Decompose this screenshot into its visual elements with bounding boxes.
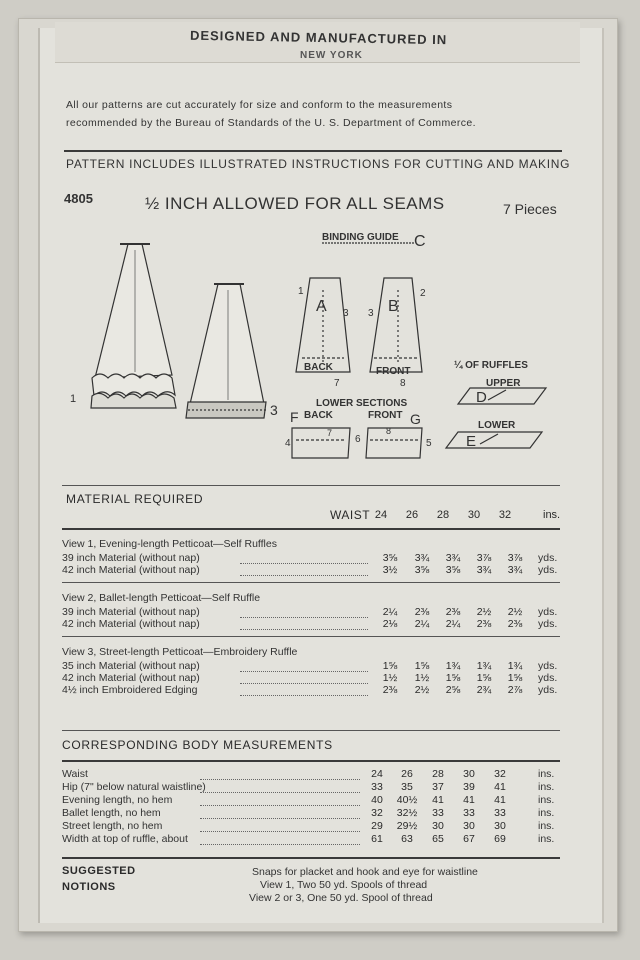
material-value: 1⅝ — [476, 672, 492, 684]
piece-d — [458, 388, 546, 404]
material-value: 1½ — [382, 672, 398, 684]
material-title: MATERIAL REQUIRED — [66, 492, 204, 506]
material-value: 3⅞ — [507, 552, 523, 564]
d-letter: D — [476, 389, 487, 406]
material-value: 3½ — [382, 564, 398, 576]
material-value: 1¾ — [507, 660, 523, 672]
material-unit: yds. — [538, 660, 558, 672]
material-row-label: 39 inch Material (without nap) — [62, 552, 200, 564]
body-value: 30 — [463, 820, 475, 832]
size-header: 26 — [405, 509, 419, 521]
pieces-count: 7 Pieces — [503, 201, 557, 217]
binding-guide: BINDING GUIDE — [322, 232, 399, 243]
f-letter: F — [290, 409, 299, 425]
notch-4: 4 — [285, 438, 291, 449]
material-unit: yds. — [538, 672, 558, 684]
pattern-includes: PATTERN INCLUDES ILLUSTRATED INSTRUCTIONS FOR CUTTING AND MAKING — [66, 157, 571, 171]
group-title: View 3, Street-length Petticoat—Embroidery Ruffle — [62, 646, 298, 658]
group-title: View 1, Evening-length Petticoat—Self Ruffles — [62, 538, 277, 550]
back2-label: BACK — [304, 410, 333, 421]
body-value: 41 — [463, 794, 475, 806]
notions-title1: SUGGESTED — [62, 865, 136, 877]
body-value: 63 — [401, 833, 413, 845]
body-row-label: Waist — [62, 768, 88, 780]
material-unit: yds. — [538, 552, 558, 564]
leader-dots — [200, 779, 360, 780]
leader-dots — [200, 805, 360, 806]
body-value: 33 — [371, 781, 383, 793]
body-value: 41 — [432, 794, 444, 806]
body-row-label: Evening length, no hem — [62, 794, 173, 806]
body-unit: ins. — [538, 833, 555, 845]
body-rule — [62, 760, 560, 762]
material-value: 1¾ — [476, 660, 492, 672]
material-value: 3⅝ — [445, 564, 461, 576]
body-value: 29 — [371, 820, 383, 832]
lower-sections: LOWER SECTIONS — [316, 398, 408, 409]
body-value: 26 — [401, 768, 413, 780]
body-value: 24 — [371, 768, 383, 780]
body-value: 61 — [371, 833, 383, 845]
leader-dots — [240, 671, 368, 672]
material-value: 3⅞ — [476, 552, 492, 564]
body-unit: ins. — [538, 820, 555, 832]
leader-dots — [240, 617, 368, 618]
e-letter: E — [466, 433, 477, 450]
leader-dots — [240, 629, 368, 630]
material-value: 2⅞ — [507, 684, 523, 696]
size-header: 30 — [467, 509, 481, 521]
material-unit: yds. — [538, 618, 558, 630]
material-row-label: 42 inch Material (without nap) — [62, 672, 200, 684]
body-title: CORRESPONDING BODY MEASUREMENTS — [62, 738, 333, 752]
notch-3a: 3 — [343, 308, 349, 319]
body-row-label: Street length, no hem — [62, 820, 163, 832]
material-rule — [62, 528, 560, 530]
notch-7b: 7 — [327, 428, 333, 438]
material-value: 3¾ — [445, 552, 461, 564]
body-value: 39 — [463, 781, 475, 793]
body-value: 29½ — [396, 820, 418, 832]
material-value: 2⅜ — [414, 606, 430, 618]
front-label: FRONT — [376, 366, 411, 377]
notions-line2: View 1, Two 50 yd. Spools of thread — [260, 879, 428, 891]
material-row-label: 42 inch Material (without nap) — [62, 618, 200, 630]
leader-dots — [200, 831, 360, 832]
material-value: 3¾ — [414, 552, 430, 564]
material-value: 2⅜ — [445, 606, 461, 618]
body-value: 32 — [371, 807, 383, 819]
body-value: 41 — [494, 781, 506, 793]
material-value: 2½ — [507, 606, 523, 618]
material-value: 2⅜ — [507, 618, 523, 630]
body-row-label: Ballet length, no hem — [62, 807, 161, 819]
material-value: 1⅝ — [507, 672, 523, 684]
header-para2: recommended by the Bureau of Standards of the U. S. Department of Commerce. — [66, 117, 476, 129]
material-unit: yds. — [538, 606, 558, 618]
leader-dots — [240, 683, 368, 684]
size-header: 24 — [374, 509, 388, 521]
material-value: 1⅝ — [382, 660, 398, 672]
material-value: 1⅝ — [414, 660, 430, 672]
notch-6: 6 — [355, 434, 361, 445]
body-unit: ins. — [538, 768, 555, 780]
body-value: 28 — [432, 768, 444, 780]
notions-title2: NOTIONS — [62, 881, 116, 893]
body-value: 65 — [432, 833, 444, 845]
material-top-rule — [62, 485, 560, 486]
body-value: 30 — [432, 820, 444, 832]
material-value: 1⅝ — [445, 672, 461, 684]
view1-skirt — [95, 244, 172, 378]
body-value: 33 — [432, 807, 444, 819]
piece-e — [446, 432, 542, 448]
header-line1: DESIGNED AND MANUFACTURED IN — [189, 27, 448, 48]
material-value: 2¼ — [382, 606, 398, 618]
leader-dots — [200, 844, 360, 845]
material-row-label: 39 inch Material (without nap) — [62, 606, 200, 618]
size-unit: ins. — [543, 509, 561, 521]
material-value: 2⅛ — [382, 618, 398, 630]
waist-label: WAIST — [330, 508, 371, 522]
view3-number: 3 — [270, 402, 278, 418]
body-value: 67 — [463, 833, 475, 845]
binding-letter: C — [414, 233, 426, 250]
lower-label: LOWER — [478, 420, 516, 431]
material-unit: yds. — [538, 684, 558, 696]
view1-number: 1 — [70, 393, 77, 405]
body-value: 41 — [494, 794, 506, 806]
leader-dots — [240, 695, 368, 696]
material-value: 3⅝ — [414, 564, 430, 576]
material-value: 2½ — [414, 684, 430, 696]
header-line2: NEW YORK — [300, 50, 363, 61]
notch-1: 1 — [298, 286, 304, 297]
size-header: 32 — [498, 509, 512, 521]
notch-3b: 3 — [368, 308, 374, 319]
body-row-label: Width at top of ruffle, about — [62, 833, 188, 845]
material-unit: yds. — [538, 564, 558, 576]
piece-g — [366, 428, 422, 458]
material-value: 2¾ — [476, 684, 492, 696]
leader-dots — [200, 818, 360, 819]
group-rule — [62, 582, 560, 583]
piece-f — [292, 428, 350, 458]
size-header: 28 — [436, 509, 450, 521]
notch-8: 8 — [400, 378, 406, 389]
leader-dots — [200, 792, 360, 793]
material-value: 3¾ — [476, 564, 492, 576]
body-value: 40 — [371, 794, 383, 806]
notch-7: 7 — [334, 378, 340, 389]
material-value: 2¼ — [445, 618, 461, 630]
body-value: 69 — [494, 833, 506, 845]
material-row-label: 42 inch Material (without nap) — [62, 564, 200, 576]
view3-skirt — [190, 284, 264, 404]
notch-5: 5 — [426, 438, 432, 449]
material-value: 2⅜ — [382, 684, 398, 696]
body-value: 30 — [494, 820, 506, 832]
body-unit: ins. — [538, 781, 555, 793]
body-top-rule — [62, 730, 560, 731]
material-value: 2⅜ — [476, 618, 492, 630]
notch-2: 2 — [420, 288, 426, 299]
material-value: 1¾ — [445, 660, 461, 672]
body-row-label: Hip (7" below natural waistline) — [62, 781, 206, 793]
notions-rule — [62, 857, 560, 859]
body-value: 33 — [494, 807, 506, 819]
material-value: 3⅝ — [382, 552, 398, 564]
material-value: 3¾ — [507, 564, 523, 576]
notions-line1: Snaps for placket and hook and eye for waistline — [252, 866, 478, 878]
notch-8b: 8 — [386, 426, 392, 436]
material-row-label: 4½ inch Embroidered Edging — [62, 684, 198, 696]
material-value: 1½ — [414, 672, 430, 684]
leader-dots — [240, 563, 368, 564]
body-value: 35 — [401, 781, 413, 793]
seams-note: ½ INCH ALLOWED FOR ALL SEAMS — [145, 194, 445, 213]
pattern-number: 4805 — [64, 191, 93, 206]
body-value: 32½ — [396, 807, 418, 819]
material-value: 2¼ — [414, 618, 430, 630]
body-unit: ins. — [538, 794, 555, 806]
g-letter: G — [410, 411, 421, 427]
group-rule — [62, 636, 560, 637]
body-value: 30 — [463, 768, 475, 780]
group-title: View 2, Ballet-length Petticoat—Self Ruffle — [62, 592, 261, 604]
front2-label: FRONT — [368, 410, 403, 421]
ruffles-label: ¼ OF RUFFLES — [454, 360, 528, 371]
body-value: 40½ — [396, 794, 418, 806]
leader-dots — [240, 575, 368, 576]
notions-line3: View 2 or 3, One 50 yd. Spool of thread — [249, 892, 433, 904]
piece-b-label: B — [388, 298, 399, 315]
material-value: 2½ — [476, 606, 492, 618]
body-value: 33 — [463, 807, 475, 819]
body-unit: ins. — [538, 807, 555, 819]
piece-a-label: A — [316, 298, 327, 315]
header-para1: All our patterns are cut accurately for size and conform to the measurements — [66, 99, 453, 111]
body-value: 37 — [432, 781, 444, 793]
back-label: BACK — [304, 362, 333, 373]
material-row-label: 35 inch Material (without nap) — [62, 660, 200, 672]
upper-label: UPPER — [486, 378, 521, 389]
material-value: 2⅝ — [445, 684, 461, 696]
body-value: 32 — [494, 768, 506, 780]
